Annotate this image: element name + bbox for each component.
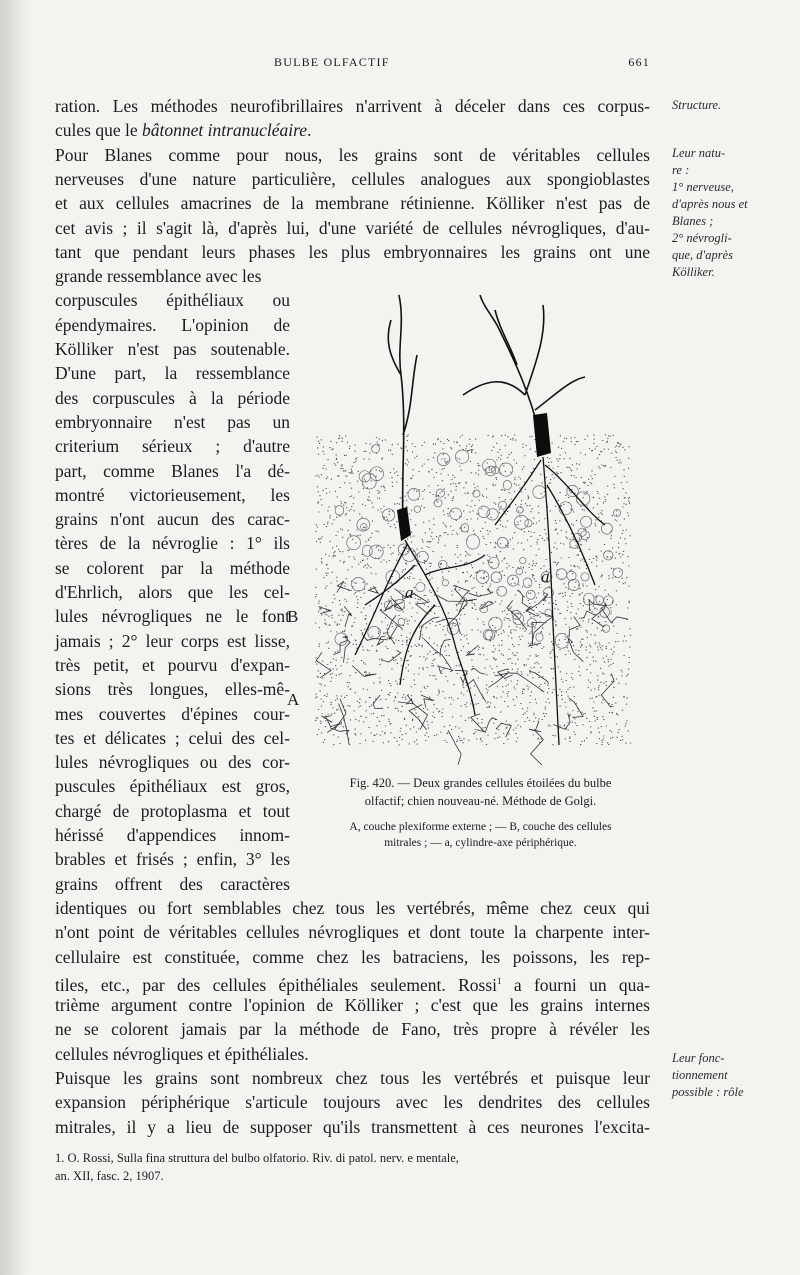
text-segment: tes et délicates ; celui des cel- [55, 727, 290, 748]
body-line [55, 629, 290, 653]
footnote-ref: 1 [497, 975, 502, 986]
text-segment: très petit, et pourvu d'expan- [55, 654, 290, 675]
body-line [55, 774, 290, 798]
body-line [55, 386, 290, 410]
text-segment: ration. Les méthodes neurofibrillaires n'arrivent à déceler dans ces corpus- [55, 96, 650, 116]
text-segment: expansion périphérique s'articule toujours avec les dendrites des cellules [55, 1092, 650, 1113]
text-segment: trième argument contre l'opinion de Kölliker ; c'est que les grains internes [55, 995, 650, 1016]
text-segment: brables et frisés ; enfin, 3° les [55, 849, 290, 870]
page-gutter-shadow [0, 0, 30, 1275]
text-segment: sions très longues, elles-mê- [55, 679, 290, 700]
text-segment: se colorent par la méthode [55, 557, 290, 578]
body-line [55, 337, 290, 361]
body-line [55, 459, 290, 483]
caption-line: A, couche plexiforme externe ; — B, couche des cellules [349, 821, 612, 833]
text-segment: Puisque les grains sont nombreux chez tous les vertébrés et puisque leur [55, 1068, 650, 1088]
text-segment: cellulaire est constituée, comme chez les batraciens, les poissons, les rep- [55, 946, 650, 967]
text-segment: grains n'ont aucun des carac- [55, 509, 290, 530]
body-line [55, 1017, 650, 1041]
body-line [55, 434, 290, 458]
caption-line: Fig. 420. — Deux grandes cellules étoilées du bulbe [349, 776, 612, 790]
caption-line: olfactif; chien nouveau-né. Méthode de Golgi. [364, 794, 597, 808]
body-line [55, 1066, 650, 1090]
margin-note-line: Kölliker. [672, 265, 715, 279]
margin-note-line: Leur fonc- [672, 1051, 725, 1065]
body-line [55, 920, 650, 944]
margin-note-line: tionnement [672, 1068, 728, 1082]
text-segment: D'une part, la ressemblance [55, 363, 290, 384]
margin-note-line: 2° névrogli- [672, 231, 732, 245]
text-segment: mes couvertes d'épines cour- [55, 703, 290, 724]
text-segment: part, comme Blanes l'a dé- [55, 460, 290, 481]
text-segment: cet avis ; il s'agit là, d'après lui, d'une variété de cellules névrogliques, d'au- [55, 217, 650, 238]
margin-note-line: d'après nous et [672, 197, 748, 211]
body-line [55, 531, 290, 555]
text-segment: nerveuses d'une nature particulière, cellules analogues aux spongioblastes [55, 168, 650, 189]
text-segment: grande ressemblance avec les [55, 266, 262, 287]
margin-note-line: 1° nerveuse, [672, 180, 734, 194]
text-segment: des corpuscules à la période [55, 387, 290, 408]
margin-note [672, 145, 768, 281]
text-segment: épendymaires. L'opinion de [55, 314, 290, 335]
body-line [55, 361, 290, 385]
text-segment: corpuscules épithéliaux ou [55, 290, 290, 311]
body-line [55, 118, 650, 142]
body-line [55, 847, 290, 871]
mitral-cell-dendrite-left [388, 295, 417, 525]
body-line [55, 94, 650, 118]
text-segment: hérissé d'appendices innom- [55, 825, 290, 845]
margin-note-line: possible : rôle [672, 1085, 744, 1099]
figure-label-axon-1: a [405, 583, 414, 602]
figure-label-a: A [287, 690, 300, 709]
text-segment: n'ont point de véritables cellules névrogliques et dont toute la charpente inter- [55, 922, 650, 943]
running-title: BULBE OLFACTIF [274, 55, 390, 69]
text-segment: puscules épithéliaux est gros, [55, 776, 290, 797]
text-segment: mitrales, il y a lieu de supposer qu'ils transmettent à ces neurones l'excita- [55, 1116, 650, 1137]
body-line [55, 556, 290, 580]
text-segment: Kölliker n'est pas soutenable. [55, 339, 290, 359]
text-segment: Pour Blanes comme pour nous, les grains sont de véritables cellules [55, 144, 650, 165]
body-line [55, 823, 290, 847]
text-segment: jamais ; 2° leur corps est lisse, [55, 630, 290, 651]
text-segment: ne se colorent jamais par la méthode de Fano, très propre à révéler les [55, 1019, 650, 1040]
cell-processes-right [495, 457, 605, 745]
body-line [55, 216, 650, 240]
page-number: 661 [628, 55, 650, 69]
mitral-cell-body-right [533, 413, 551, 457]
body-line [55, 1042, 650, 1066]
body-line [55, 143, 650, 167]
body-line [55, 288, 290, 312]
body-line [55, 993, 650, 1017]
margin-note-line: Structure. [672, 98, 722, 112]
body-line [55, 604, 290, 628]
footnote-line: an. XII, fasc. 2, 1907. [55, 1169, 164, 1183]
body-line [55, 677, 290, 701]
body-line [55, 945, 650, 969]
margin-note-line: que, d'après [672, 248, 733, 262]
body-line [55, 799, 290, 823]
body-line [55, 410, 290, 434]
text-segment: d'Ehrlich, alors que les cel- [55, 582, 290, 602]
text-segment: embryonnaire n'est pas un [55, 411, 290, 432]
body-line [55, 240, 650, 264]
footnote-line: 1. O. Rossi, Sulla fina struttura del bulbo olfatorio. Riv. di patol. nerv. e mentale, [55, 1151, 459, 1165]
golgi-stained-cells-illustration [285, 285, 655, 765]
margin-note-line: Leur natu- [672, 146, 726, 160]
mitral-cell-dendrite-right [463, 295, 585, 435]
body-line [55, 580, 290, 604]
text-segment: tères de la névroglie : 1° ils [55, 533, 290, 554]
text-segment: tant que pendant leurs phases les plus embryonnaires les grains ont une [55, 241, 650, 262]
text-segment: montré victorieusement, les [55, 484, 290, 505]
body-line [55, 872, 290, 896]
body-line [55, 1115, 650, 1139]
margin-note [672, 97, 768, 114]
margin-note [672, 1050, 768, 1101]
margin-note-line: Blanes ; [672, 214, 714, 228]
body-line [55, 750, 290, 774]
text-segment: lules névrogliques ou des cor- [55, 752, 290, 773]
text-segment: grains offrent des caractères [55, 873, 290, 894]
body-line [55, 896, 650, 920]
body-line [55, 702, 290, 726]
text-segment: tiles, etc., par des cellules épithéliales seulement. Rossi [55, 974, 498, 995]
text-segment: cules que le [55, 120, 142, 141]
body-line [55, 167, 650, 191]
text-segment: a fourni un qua- [501, 974, 650, 995]
figure-420 [285, 285, 655, 765]
text-segment: chargé de protoplasma et tout [55, 800, 290, 821]
text-segment: . [307, 120, 312, 141]
text-segment: lules névrogliques ne le font [55, 606, 290, 627]
text-segment: criterium sérieux ; d'autre [55, 436, 290, 457]
text-segment: cellules névrogliques et épithéliales. [55, 1043, 309, 1064]
figure-label-b: B [287, 607, 299, 626]
figure-label-axon-2: a [541, 567, 550, 586]
caption-line: mitrales ; — a, cylindre-axe périphérique. [384, 837, 577, 849]
body-line [55, 483, 290, 507]
body-line [55, 726, 290, 750]
body-line [55, 264, 290, 288]
text-segment: identiques ou fort semblables chez tous les vertébrés, même chez ceux qui [55, 897, 650, 918]
body-line [55, 313, 290, 337]
body-line [55, 1090, 650, 1114]
text-segment: bâtonnet intranucléaire [141, 120, 308, 141]
text-segment: et aux cellules amacrines de la membrane rétinienne. Kölliker n'est pas de [55, 193, 650, 214]
body-line [55, 507, 290, 531]
margin-note-line: re : [672, 163, 690, 177]
body-line [55, 653, 290, 677]
mitral-cell-body-left [397, 507, 411, 541]
body-line [55, 191, 650, 215]
